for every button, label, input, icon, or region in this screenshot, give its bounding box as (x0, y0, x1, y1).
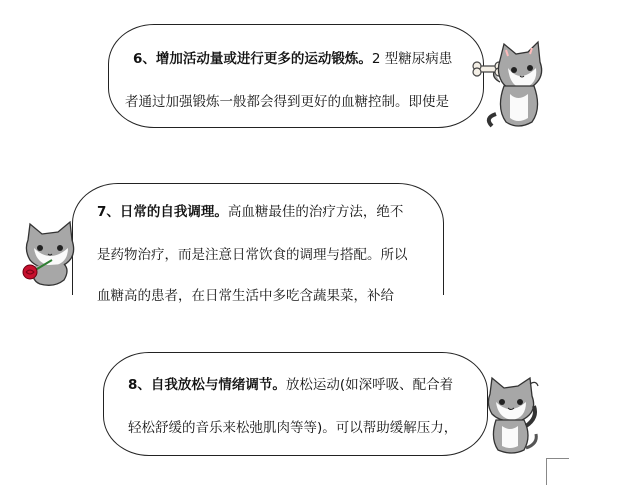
page-corner-mark (546, 458, 569, 485)
tip-6-text-1: 2 型糖尿病患 (371, 51, 453, 67)
tip-7-heading: 7、日常的自我调理。 (97, 204, 228, 220)
tip-7-line-2: 是药物治疗，而是注意日常饮食的调理与搭配。所以 (97, 247, 408, 263)
cat-thinking-icon (478, 374, 544, 456)
tip-7-line-1 (97, 202, 403, 222)
tip-7-line-3: 血糖高的患者，在日常生活中多吃含蔬果菜，补给 (97, 288, 394, 304)
tip-7-text-1: 高血糖最佳的治疗方法，绝不 (227, 204, 404, 220)
tip-8-heading: 8、自我放松与情绪调节。 (128, 377, 286, 393)
tip-8-line-2: 轻松舒缓的音乐来松弛肌肉等等)。可以帮助缓解压力， (128, 420, 458, 436)
tip-6-heading: 6、增加活动量或进行更多的运动锻炼。 (133, 51, 372, 67)
tip-8-line-1 (128, 375, 453, 395)
tip-bubble-6 (108, 24, 484, 128)
tip-8-text-1: 放松运动(如深呼吸、配合着 (285, 377, 454, 393)
tip-6-line-2: 者通过加强锻炼一般都会得到更好的血糖控制。即使是 (125, 94, 449, 110)
tip-6-line-1 (133, 49, 452, 69)
tip-bubble-7 (72, 183, 444, 304)
cat-with-rose-icon (18, 220, 84, 288)
tip-bubble-8 (103, 352, 488, 456)
cat-with-bone-icon (466, 38, 548, 130)
